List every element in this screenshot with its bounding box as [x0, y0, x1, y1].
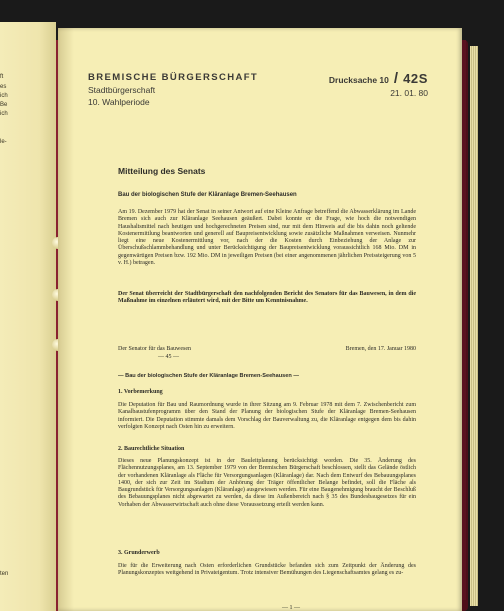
section-heading: 2. Baurechtliche Situation — [118, 446, 185, 452]
page-number: — 1 — — [282, 605, 300, 611]
section-text: Die Deputation für Bau und Raumordnung wurde in ihrer Sitzung am 9. Februar 1978 mit dem 7. Zwischenbericht zum Kanalbaustufenprogramm über den Stand der Planung der biologischen Stufe der Kläranlage Bremen-Seehausen informiert. Die Deputation stimmte damals dem Vorschlag der Bauverwaltung zu, die Kläranlage entgegen dem bis dahin verfolgten Konzept nach Osten hin zu erweitern. — [118, 402, 416, 430]
legislative-period: 10. Wahlperiode — [88, 97, 150, 107]
document-date: 21. 01. 80 — [390, 88, 428, 98]
report-title: — Bau der biologischen Stufe der Kläranlage Bremen-Seehausen — — [118, 373, 299, 379]
letterhead — [88, 72, 258, 107]
signature-place-date: Bremen, den 17. Januar 1980 — [345, 346, 416, 352]
request-text: Der Senat überreicht der Stadtbürgerschaft den nachfolgenden Bericht des Senators für das Bauwesen, in dem die Maßnahme im einzelnen erläutert wird, mit der Bitte um Kenntnisnahme. — [118, 291, 416, 305]
left-page-fragment: ten — [0, 571, 9, 577]
left-page-fragment: ft — [0, 74, 4, 80]
left-page-fragment: ich — [0, 93, 8, 99]
document-title: Mitteilung des Senats — [118, 166, 206, 176]
page-edges — [470, 46, 478, 606]
section-body — [118, 402, 416, 431]
left-page-fragment: ich — [0, 111, 8, 117]
left-page — [0, 22, 56, 611]
drucksache-number: 42S — [403, 71, 428, 86]
section-heading: 3. Grunderwerb — [118, 550, 160, 556]
signature-authority: Der Senator für das Bauwesen — [118, 346, 191, 352]
left-page-fragment: Be — [0, 102, 8, 108]
section-text: Die für die Erweiterung nach Osten erforderlichen Grundstücke befanden sich zum Zeitpunkt der Änderung des Planungskonzeptes weitgehend in Privateigentum. Trotz intensiver Bemühungen des Liegenschaftsamtes gelang es zu- — [118, 563, 416, 577]
left-page-fragment: le- — [0, 139, 7, 145]
section-body — [118, 563, 416, 578]
section-text: Dieses neue Planungskonzept ist in der Bauleitplanung berücksichtigt worden. Die 35. Änderung des Flächennutzungsplanes, am 13. September 1979 von der Bremischen Bürgerschaft beschlossen, stellt das Gelände östlich der vorhandenen Kläranlage als Fläche für Versorgungsanlagen (Kläranlage) dar. Nach dem Entwurf des Bebauungsplanes 1400, der sich zur Zeit im Stadium der Anhörung der Träger öffentlicher Belange befindet, soll die Fläche als Baugrundstück für Versorgungsanlagen (Kläranlage) ausgewiesen werden. Für eine Baugenehmigung braucht der Beschluß des Bebauungsplanes nicht abgewartet zu werden, da diese im Außenbereich nach § 35 des Bundesbaugesetzes für ein Vorhaben der Abwasserwirtschaft auch ohne diese Voraussetzung erteilt werden kann. — [118, 458, 416, 508]
binder-spine — [462, 40, 466, 600]
drucksache-label: Drucksache 10 — [328, 75, 389, 85]
section-heading: 1. Vorbemerkung — [118, 389, 163, 395]
intro-paragraph — [118, 209, 416, 267]
signature-number: — 45 — — [158, 354, 179, 360]
org-name: BREMISCHE BÜRGERSCHAFT — [88, 72, 259, 83]
intro-text: Am 19. Dezember 1979 hat der Senat in seiner Antwort auf eine Kleine Anfrage betreffend die Abwasserklärung im Lande Bremen sich auch zur Kläranlage Seehausen geäußert. Dabei konnte er die Frage, wie hoch die notwendigen Haushaltsmittel nach heutigen und hochgerechneten Preisen sind, nur mit dem Hinweis auf die bis dahin noch geltende Kostenermittlung beantworten und generell auf Baupreisentwicklung sowie zusätzliche Maßnahmen verweisen. Nunmehr liegt eine neue Kostenermittlung vor, nach der die Kosten durch Einbeziehung der Anlage zur Überschußschlammbehandlung und unter Berücksichtigung der Baupreisentwicklung voraussichtlich 168 Mio. DM in gegenwärtigen Preisen bzw. 192 Mio. DM in jeweiligen Preisen (bei einer angenommenen jährlichen Preissteigerung von 5 v. H.) betragen. — [118, 209, 416, 267]
document-subtitle: Bau der biologischen Stufe der Kläranlage Bremen-Seehausen — [118, 192, 297, 198]
left-page-fragment: es — [0, 84, 7, 90]
drucksache-slash: / — [393, 70, 399, 87]
document-page — [58, 28, 462, 611]
chamber-name: Stadtbürgerschaft — [88, 85, 156, 95]
document-reference — [329, 70, 428, 98]
request-paragraph — [118, 291, 416, 306]
section-body — [118, 458, 416, 509]
